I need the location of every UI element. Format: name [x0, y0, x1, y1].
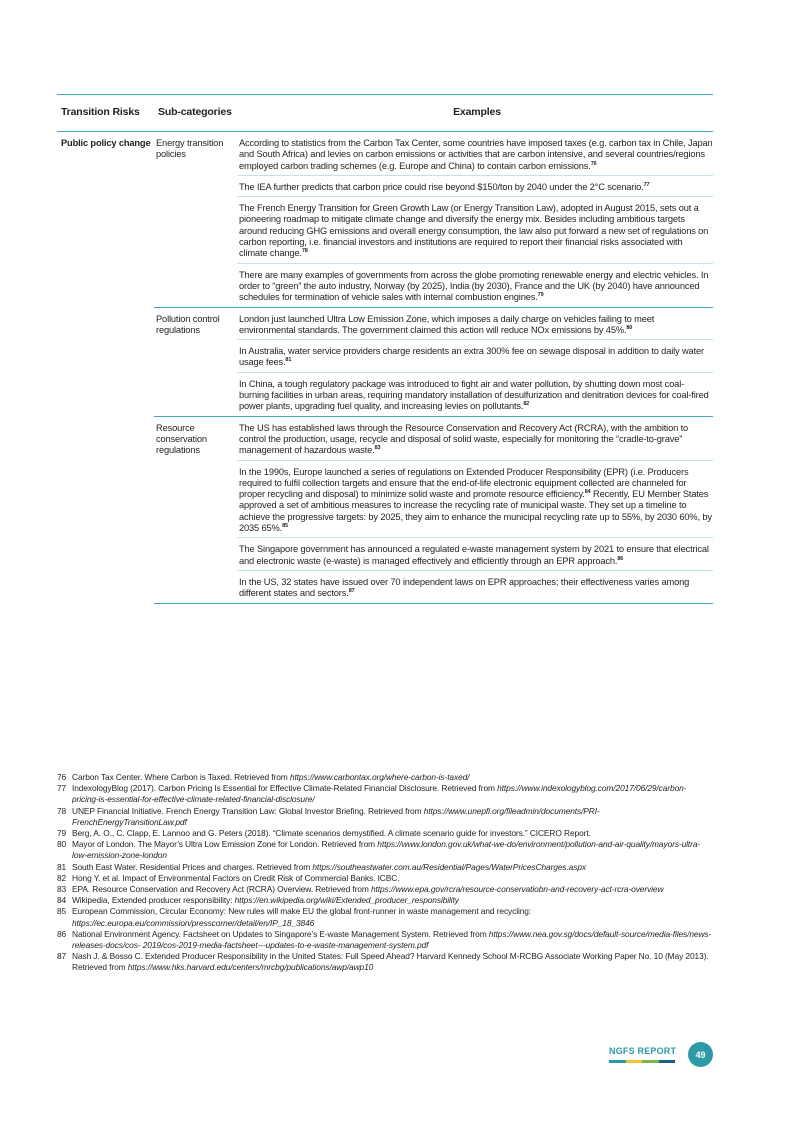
footnote-ref[interactable]: 78: [301, 248, 308, 255]
footnote-citation: Berg, A. O., C. Clapp, E. Lannoo and G. Peters (2018). “Climate scenarios demystified. A climate scenario guide for investors.” CICERO Report.: [72, 828, 591, 839]
example-paragraph: [237, 570, 713, 603]
footnote-text: [72, 783, 713, 805]
example-text: In China, a tough regulatory package was introduced to fight air and water pollution, by shutting down most coal-burning facilities in urban areas, requiring mandatory installation of desulfurization and denitration devices for coal-fired power plants, upgrading fuel quality, and increasing levies on pollutants.: [239, 378, 709, 412]
footnote-citation: Mayor of London. The Mayor’s Ultra Low Emission Zone for London. Retrieved from: [72, 839, 378, 850]
footnote-link[interactable]: https://www.epa.gov/rcra/resource-conservatiobn-and-recovery-act-rcra-overview: [370, 884, 664, 895]
brand-bar-segment: [642, 1060, 659, 1063]
example-paragraph: [237, 196, 713, 262]
footnote-text: [72, 806, 713, 828]
footnote-link[interactable]: https://en.wikipedia.org/wiki/Extended_producer_responsibility: [234, 895, 459, 906]
footnote-text: [72, 862, 713, 873]
footnote-citation: Carbon Tax Center. Where Carbon is Taxed. Retrieved from: [72, 772, 290, 782]
table-row: [57, 416, 713, 603]
footnote: [57, 895, 713, 906]
footnote-number: 78: [57, 805, 67, 816]
footnote: [57, 951, 713, 973]
footnote-text: [72, 839, 713, 861]
header-transition-risks: Transition Risks: [57, 95, 154, 132]
footnote-ref[interactable]: 86: [617, 555, 624, 562]
footnote: [57, 862, 713, 873]
footnote-link[interactable]: https://www.hks.harvard.edu/centers/mrcbg/publications/awp/awp10: [127, 962, 374, 973]
footnote: [57, 772, 713, 783]
example-text: The Singapore government has announced a regulated e-waste management system by 2021 to ensure that electrical and electronic waste (e-waste) is managed effectively and efficiently through an EPR approach.: [239, 544, 709, 566]
footnote-text: [72, 828, 713, 839]
footnote-ref[interactable]: 82: [523, 401, 530, 408]
footnote-link[interactable]: https://southeastwater.com.au/Residential/Pages/WaterPricesCharges.aspx: [312, 861, 586, 872]
footnote-number: 81: [57, 861, 67, 872]
example-paragraph: [237, 417, 713, 460]
brand-bar-segment: [626, 1060, 643, 1063]
page-number: 49: [688, 1042, 713, 1067]
brand-bar-segment: [659, 1060, 676, 1063]
footnote-ref[interactable]: 84: [584, 489, 591, 496]
footnote-number: 85: [57, 906, 67, 917]
example-text: The US has established laws through the Resource Conservation and Recovery Act (RCRA), with the ambition to control the production, usage, recycle and disposal of solid waste, especially for monitoring the “cradle-to-grave” management of hazardous waste.: [239, 422, 689, 456]
footnote-number: 80: [57, 839, 67, 850]
sub-category: Pollution control regulations: [154, 307, 237, 416]
footnote: [57, 828, 713, 839]
footnote: [57, 906, 713, 928]
example-paragraph: [237, 460, 713, 538]
header-examples: Examples: [237, 95, 713, 132]
footnote-citation: IndexologyBlog (2017). Carbon Pricing Is Essential for Effective Climate-Related Financial Disclosure. Retrieved from: [72, 783, 498, 794]
footnote-ref[interactable]: 81: [285, 357, 292, 364]
footnote-text: [72, 772, 713, 783]
footnote-citation: UNEP Financial Initiative. French Energy Transition Law: Global Investor Briefing. Retrieved from: [72, 805, 424, 816]
footnote-link[interactable]: https://www.unepfi.org/fileadmin/documents/PRI-FrenchEnergyTransitionLaw.pdf: [72, 805, 600, 827]
examples-cell: [237, 307, 713, 416]
footnote-citation: Wikipedia, Extended producer responsibility:: [72, 895, 235, 906]
transition-risks-table: [57, 94, 713, 604]
footnote: [57, 783, 713, 805]
example-paragraph: [237, 132, 713, 175]
footnote-ref[interactable]: 79: [537, 292, 544, 299]
table-row: [57, 132, 713, 308]
footnote: [57, 929, 713, 951]
footnotes: [57, 772, 713, 974]
sub-category: Energy transition policies: [156, 138, 224, 160]
examples-cell: [237, 416, 713, 603]
footnote-number: 77: [57, 783, 67, 794]
footnote-number: 84: [57, 895, 67, 906]
example-paragraph: [237, 339, 713, 372]
footnote-citation: National Environment Agency. Factsheet on Updates to Singapore’s E-waste Management System. Retrieved from: [72, 928, 489, 939]
example-text: The IEA further predicts that carbon price could rise beyond $150/ton by 2040 under the 2°C scenario.: [239, 181, 644, 192]
footnote-text: [72, 873, 713, 884]
footnote-number: 87: [57, 951, 67, 962]
footnote-citation: Hong Y. et al. Impact of Environmental Factors on Credit Risk of Commercial Banks. ICBC.: [72, 872, 400, 883]
header-sub-categories: Sub-categories: [154, 95, 237, 132]
example-text: Recently, EU Member States approved a set of ambitious measures to increase the recycling rate of municipal waste. They set up a timeline to achieve the progressive targets: by 2025, they aim to enhance the municipal recycling rate up to 55%, by 2030 60%, by 2035 65%.: [239, 489, 712, 534]
footnote-citation: European Commission, Circular Economy: New rules will make EU the global front-runner in waste management and recycling:: [72, 906, 532, 917]
footnote-text: [72, 895, 713, 906]
footnote-citation: Nash J. & Bosso C. Extended Producer Responsibility in the United States: Full Speed Ahead? Harvard Kennedy School M-RCBG Associate Working Paper No. 10 (May 2013). Retrieved from: [72, 951, 709, 973]
footnote-text: [72, 929, 713, 951]
example-text: According to statistics from the Carbon Tax Center, some countries have imposed taxes (e.g. carbon tax in Chile, Japan and South Africa) and levies on carbon emissions or activities that are carbon intensive, and several countries/regions employed carbon trading schemes (e.g. Europe and China) to contain carbon emissions.: [239, 138, 713, 171]
example-paragraph: [237, 263, 713, 307]
footnote-ref[interactable]: 80: [626, 324, 633, 331]
example-paragraph: [237, 175, 713, 196]
footnote-number: 83: [57, 884, 67, 895]
footnote-ref[interactable]: 77: [643, 181, 650, 188]
example-paragraph: [237, 308, 713, 340]
footnote-citation: EPA. Resource Conservation and Recovery Act (RCRA) Overview. Retrieved from: [72, 884, 371, 895]
footnote-number: 79: [57, 828, 67, 839]
footnote-number: 86: [57, 928, 67, 939]
footnote-number: 82: [57, 872, 67, 883]
example-text: In the 1990s, Europe launched a series of regulations on Extended Producer Responsibility (EPR) (i.e. Producers required to fulfil collection targets and ensure that the end-of-life electronic equipment collected are channeled for proper recycling and disposal) to minimize solid waste and promote resource efficiency.: [239, 466, 689, 500]
footnote-citation: South East Water. Residential Prices and charges. Retrieved from: [72, 861, 313, 872]
risk-category: Public policy change: [61, 138, 151, 148]
footnote-text: [72, 884, 713, 895]
footnote-ref[interactable]: 87: [348, 588, 355, 595]
table-row: [57, 307, 713, 416]
footnote-link[interactable]: https://www.london.gov.uk/what-we-do/environment/pollution-and-air-quality/mayors-ultra-low-emission-zone-london: [72, 839, 701, 861]
example-text: There are many examples of governments from across the globe promoting renewable energy and electric vehicles. In order to “green” the auto industry, Norway (by 2025), India (by 2030), France and the UK (by 2040) have announced schedules for termination of vehicle sales with internal combustion engines.: [239, 269, 709, 303]
footnote-text: [72, 906, 713, 928]
footnote: [57, 873, 713, 884]
footnote-ref[interactable]: 76: [590, 160, 597, 167]
footnote: [57, 806, 713, 828]
report-brand: NGFS REPORT: [609, 1046, 677, 1056]
footnote-number: 76: [57, 772, 67, 782]
table-header-row: [57, 95, 713, 132]
footnote-link[interactable]: https://www.carbontax.org/where-carbon-is-taxed/: [289, 772, 470, 782]
example-paragraph: [237, 372, 713, 416]
footnote: [57, 884, 713, 895]
footnote-link[interactable]: https://www.indexologyblog.com/2017/06/29/carbon-pricing-is-essential-for-effective-climate-related-financial-disclosure/: [72, 783, 687, 805]
footnote-link[interactable]: https://ec.europa.eu/commission/presscorner/detail/en/IP_18_3846: [72, 917, 315, 928]
footnote-ref[interactable]: 83: [374, 445, 381, 452]
footnote-link[interactable]: https://www.nea.gov.sg/docs/default-source/media-files/news-releases-docs/cos- 2019/cos-2019-media-factsheet---updates-to-e-waste-management-system.pdf: [72, 928, 712, 951]
footnote: [57, 839, 713, 861]
brand-bar-segment: [609, 1060, 626, 1063]
footnote-text: [72, 951, 713, 973]
example-text: In the US, 32 states have issued over 70 independent laws on EPR approaches; their effectiveness varies among different states and sectors.: [239, 576, 690, 599]
sub-category: Resource conservation regulations: [154, 416, 237, 603]
example-paragraph: [237, 537, 713, 570]
example-text: London just launched Ultra Low Emission Zone, which imposes a daily charge on vehicles failing to meet environmental standards. The government claimed this action will reduce NOx emissions by 45%.: [239, 313, 655, 335]
footnote-ref[interactable]: 85: [282, 522, 288, 529]
example-text: In Australia, water service providers charge residents an extra 300% fee on sewage disposal in addition to daily water usage fees.: [239, 346, 704, 368]
example-text: The French Energy Transition for Green Growth Law (or Energy Transition Law), adopted in August 2015, sets out a pioneering roadmap to mitigate climate change and diversify the energy mix. Besides including ambitious targets around reducing GHG emissions and overall energy consumption, the law also put forward a new set of regulations on carbon reporting, i.e. financial investors and institutions are required to report their financial risks associated with climate change.: [239, 203, 709, 259]
examples-cell: [237, 132, 713, 308]
